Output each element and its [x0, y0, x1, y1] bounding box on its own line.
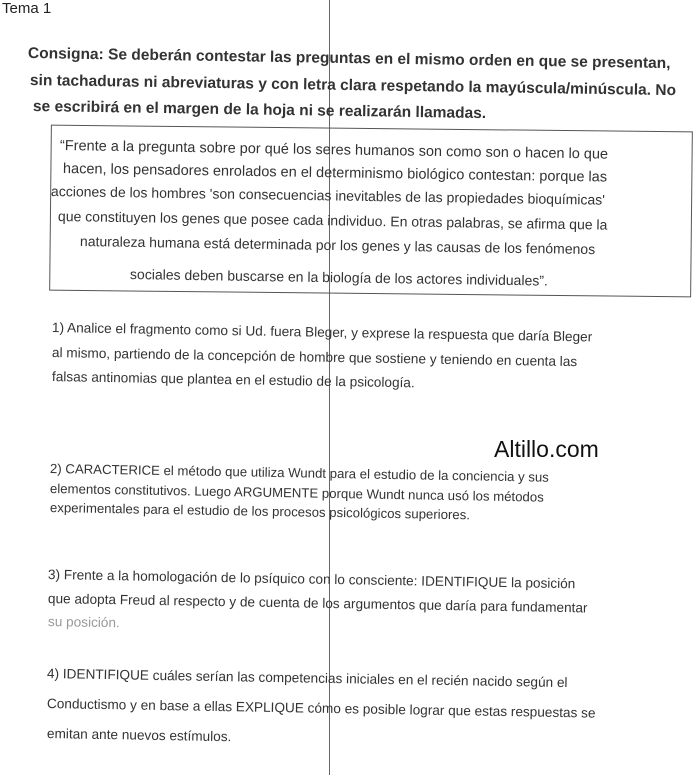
- watermark-altillo: Altillo.com: [494, 436, 599, 462]
- quote-line-1: “Frente a la pregunta sobre por qué los seres humanos son como son o hacen lo que: [59, 138, 609, 163]
- question-2-line-2: elementos constitutivos. Luego ARGUMENTE porque Wundt nunca usó los métodos: [49, 481, 544, 505]
- page-title: Tema 1: [2, 0, 52, 17]
- question-1-line-3: falsas antinomias que plantea en el estudio de la psicología.: [51, 369, 415, 391]
- quote-line-6: sociales deben buscarse en la biología de los actores individuales”.: [129, 266, 548, 289]
- quote-line-4: que constituyen los genes que posee cada individuo. En otras palabras, se afirma que la: [57, 208, 608, 233]
- question-4-line-2: Conductismo y en base a ellas EXPLIQUE cómo es posible lograr que estas respuestas se: [46, 696, 596, 721]
- question-1-line-1: 1) Analice el fragmento como si Ud. fuera Bleger, y exprese la respuesta que daría Bleger: [51, 320, 593, 345]
- question-2-line-3: experimentales para el estudio de los procesos psicológicos superiores.: [49, 500, 471, 523]
- consigna-line-3: se escribirá en el margen de la hoja ni se realizarán llamadas.: [32, 98, 487, 123]
- question-3-line-1: 3) Frente a la homologación de lo psíquico con lo consciente: IDENTIFIQUE la posición: [47, 567, 576, 592]
- quote-line-2: hacen, los pensadores enrolados en el determinismo biológico contestan: porque las: [62, 161, 608, 186]
- consigna-line-2: sin tachaduras ni abreviaturas y con letra clara respetando la mayúscula/minúscula. No: [29, 72, 677, 100]
- question-1-line-2: al mismo, partiendo de la concepción de hombre que sostiene y teniendo en cuenta las: [51, 345, 578, 370]
- consigna-line-1: Consigna: Se deberán contestar las preguntas en el mismo orden en que se presentan,: [27, 45, 671, 73]
- question-3-line-2: que adopta Freud al respecto y de cuenta de los argumentos que daría para fundamentar: [47, 591, 588, 616]
- question-4-line-1: 4) IDENTIFIQUE cuáles serían las competencias iniciales en el recién nacido según el: [46, 666, 568, 691]
- quote-line-3: acciones de los hombres 'son consecuencias inevitables de las propiedades bioquímicas': [50, 183, 606, 208]
- question-3-line-3: su posición.: [47, 614, 120, 631]
- quote-line-5: naturaleza humana está determinada por los genes y las causas de los fenómenos: [79, 233, 596, 258]
- question-4-line-3: emitan ante nuevos estímulos.: [46, 726, 232, 745]
- question-2-line-1: 2) CARACTERICE el método que utiliza Wundt para el estudio de la conciencia y sus: [49, 461, 549, 485]
